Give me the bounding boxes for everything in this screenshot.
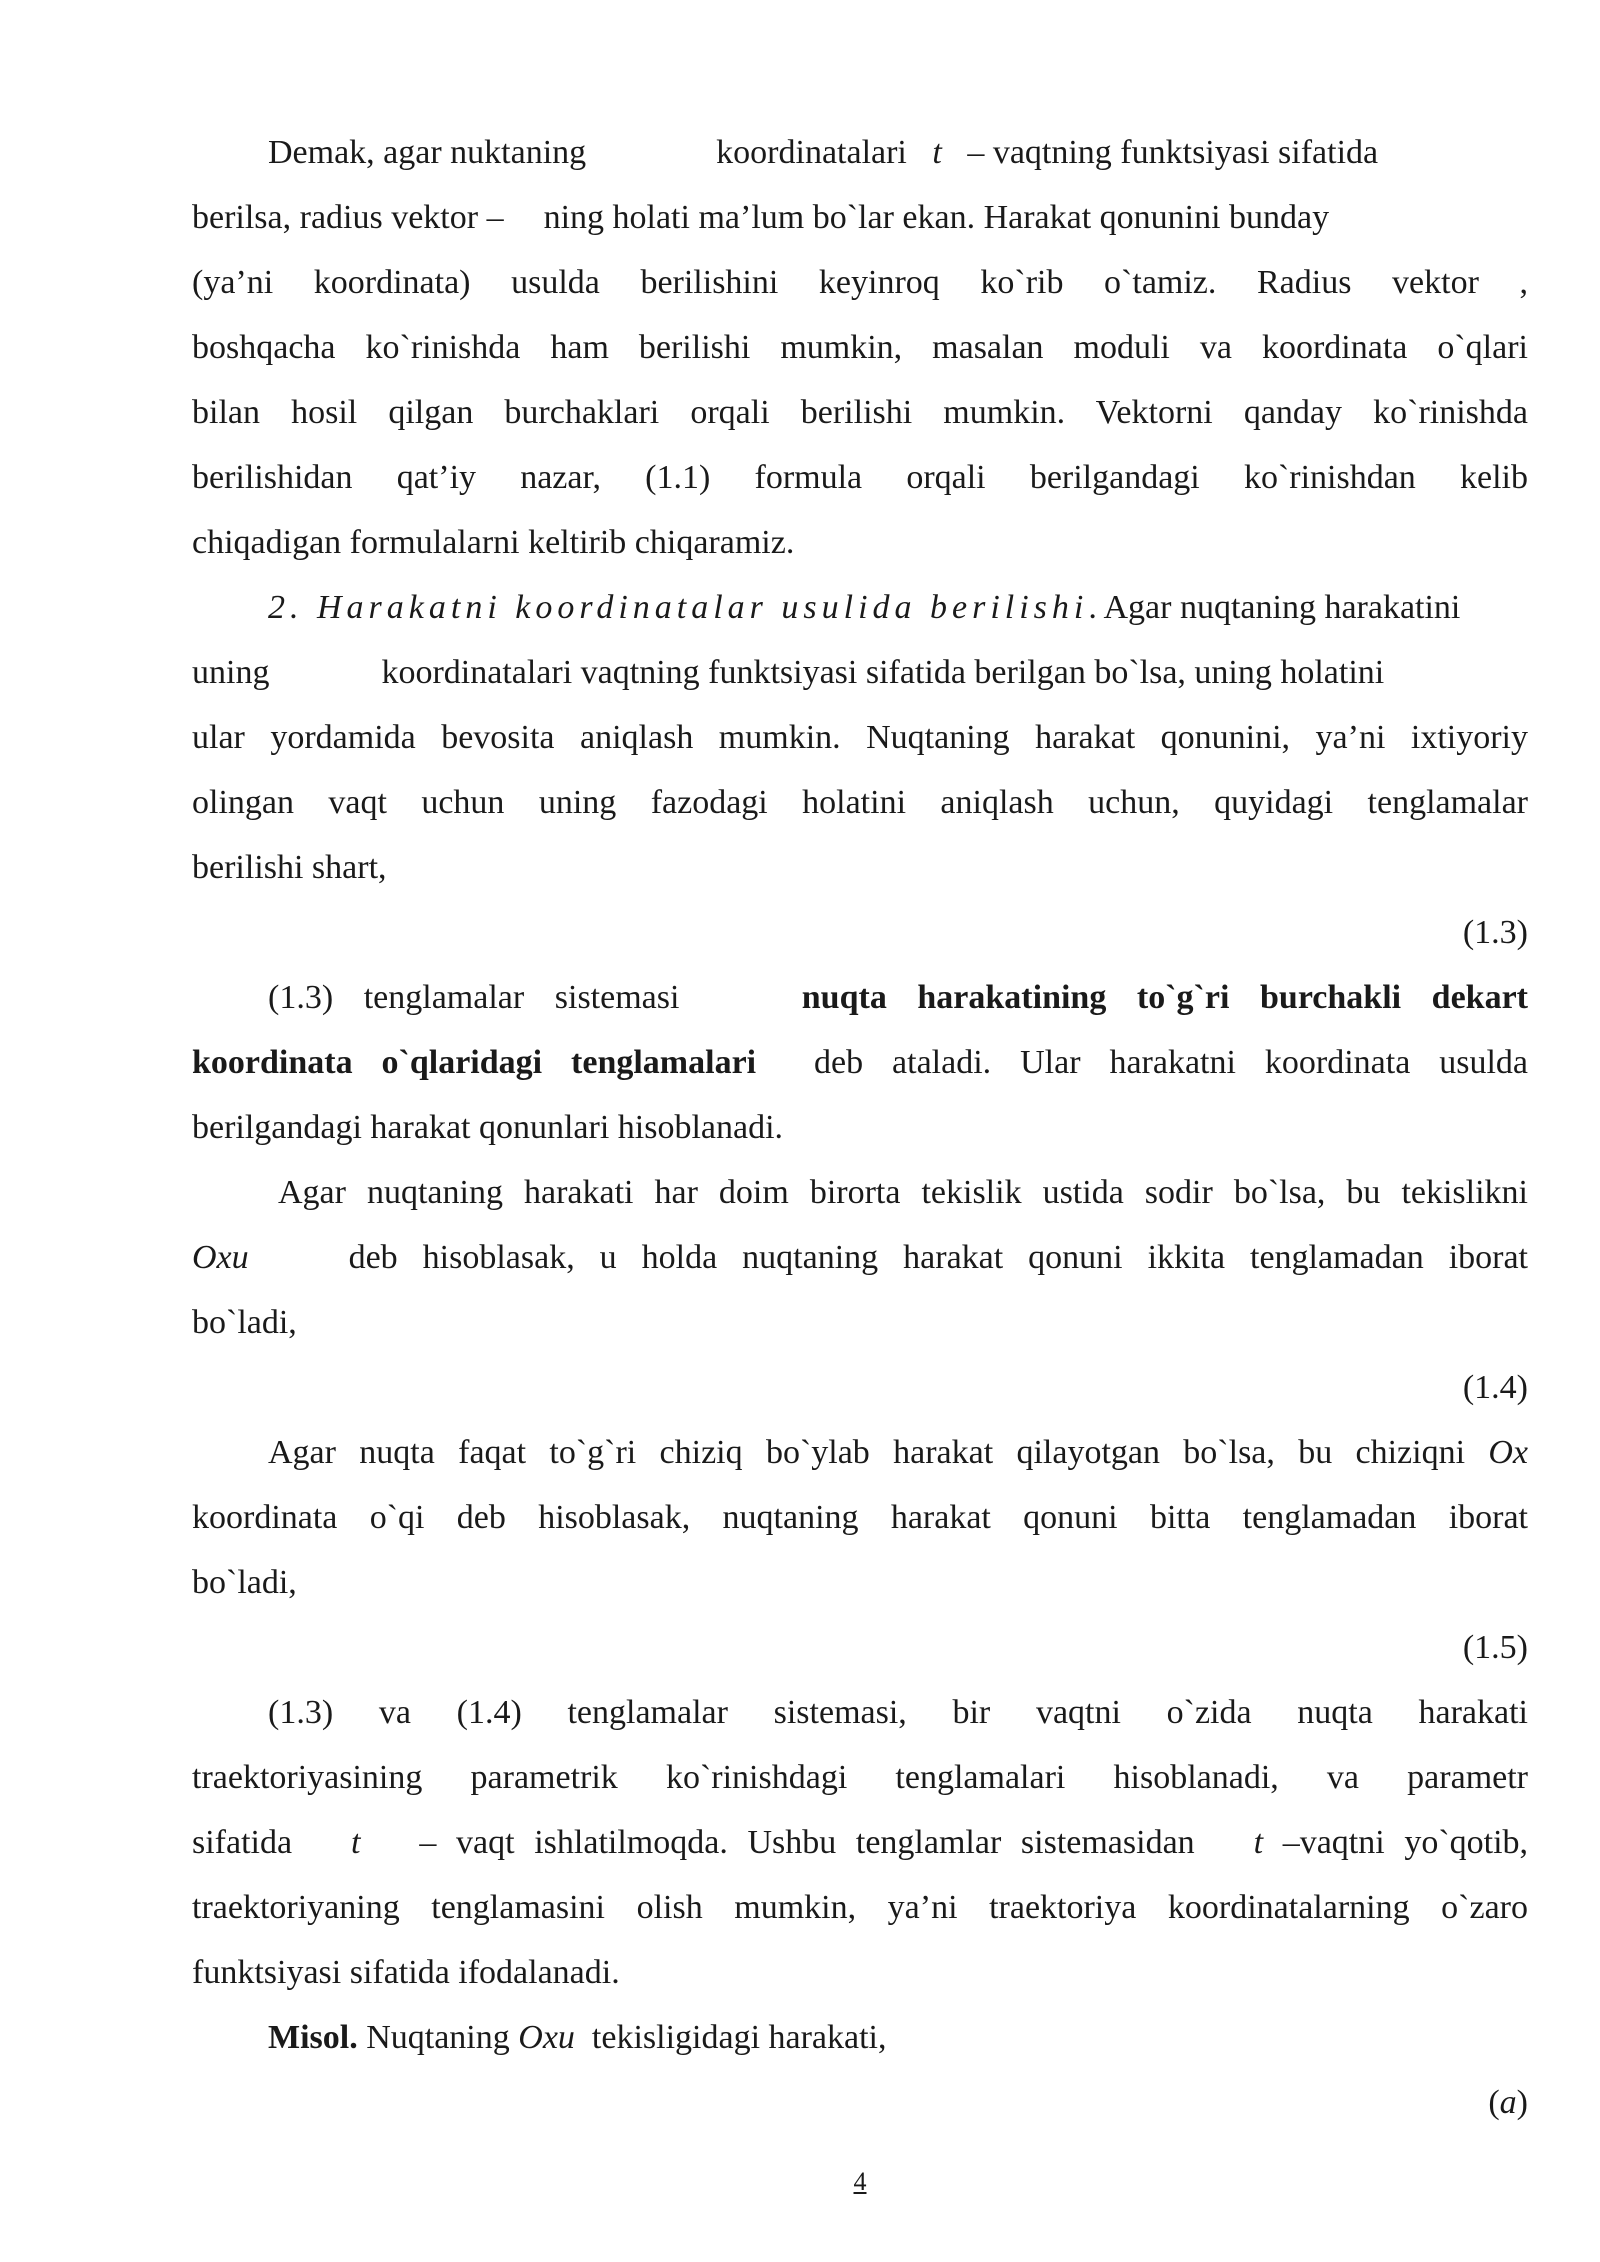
bold-term: koordinata o`qlaridagi tenglamalari [192,1044,757,1081]
p5-line-2: koordinata o`qi deb hisoblasak, nuqtaning harakat qonuni bitta tenglamadan iborat [192,1499,1528,1536]
equation-number-1-4: (1.4) [1462,1369,1528,1406]
text-span: Nuqtaning [366,2019,510,2056]
p2-line-3: ular yordamida bevosita aniqlash mumkin. Nuqtaning harakat qonunini, ya’ni ixtiyoriy [192,719,1528,756]
text-span: tekisligidagi harakati, [591,2019,887,2056]
variable-t: t [351,1824,361,1861]
p6-line-2: traektoriyasining parametrik ko`rinishdagi tenglamalari hisoblanadi, va parametr [192,1759,1528,1796]
p2-line-1 [268,582,1528,634]
p4-line-2 [192,1232,1528,1284]
text-span: –vaqtni yo`qotib, [1282,1824,1529,1861]
text-span: deb hisoblasak, u holda nuqtaning harakat qonuni ikkita tenglamadan iborat [348,1239,1529,1276]
p5-line-3: bo`ladi, [192,1564,297,1601]
equation-number-1-5: (1.5) [1462,1629,1528,1666]
p6-line-1: (1.3) va (1.4) tenglamalar sistemasi, bir vaqtni o`zida nuqta harakati [268,1694,1528,1731]
text-span: Demak, agar nuktaning [268,134,587,171]
p6-line-4: traektoriyaning tenglamasini olish mumkin, ya’ni traektoriya koordinatalarning o`zaro [192,1889,1528,1926]
paren: ) [1516,2084,1528,2121]
p4-line-1: Agar nuqtaning harakati har doim birorta tekislik ustida sodir bo`lsa, bu tekislikni [278,1174,1528,1211]
p2-line-2 [192,647,1528,699]
plane-oxu: Oxu [518,2019,575,2056]
page-number: 4 [853,2167,867,2196]
text-span: uning [192,654,270,691]
p6-line-5: funktsiyasi sifatida ifodalanadi. [192,1954,620,1991]
p3-line-2 [192,1037,1528,1089]
equation-number-1-3: (1.3) [1462,914,1528,951]
text-span: berilsa, radius vektor – [192,199,504,236]
text-span: sifatida [192,1824,293,1861]
p1-line-1 [268,127,1528,179]
p1-line-3: (ya’ni koordinata) usulda berilishini keyinroq ko`rib o`tamiz. Radius vektor , [192,264,1528,301]
p2-line-5: berilishi shart, [192,849,387,886]
p1-line-5: bilan hosil qilgan burchaklari orqali berilishi mumkin. Vektorni qanday ko`rinishda [192,394,1528,431]
p1-line-2 [192,192,1528,244]
text-span: – vaqtning funktsiyasi sifatida [967,134,1379,171]
paren: ( [1488,2084,1500,2121]
variable-t: t [932,134,942,171]
p5-line-1 [268,1427,1528,1479]
text-span: ning holati ma’lum bo`lar ekan. Harakat qonunini bunday [543,199,1330,236]
p2-line-4: olingan vaqt uchun uning fazodagi holatini aniqlash uchun, quyidagi tenglamalar [192,784,1528,821]
text-span: (1.3) tenglamalar sistemasi [268,979,680,1016]
axis-ox: Ox [1488,1434,1528,1471]
equation-letter: a [1499,2084,1517,2121]
variable-t: t [1253,1824,1264,1861]
text-span: koordinatalari vaqtning funktsiyasi sifatida berilgan bo`lsa, uning holatini [381,654,1385,691]
section-heading: 2. Harakatni koordinatalar usulida berilishi [268,589,1089,626]
p3-line-1 [268,972,1528,1024]
p3-line-3: berilgandagi harakat qonunlari hisoblanadi. [192,1109,784,1146]
text-span: – vaqt ishlatilmoqda. Ushbu tenglamlar sistemasidan [419,1824,1195,1861]
example-line [268,2012,1528,2064]
bold-term: nuqta harakatining to`g`ri burchakli dekart [801,979,1528,1016]
plane-oxu: Oxu [192,1239,249,1276]
text-span: deb ataladi. Ular harakatni koordinata usulda [814,1044,1528,1081]
example-label: Misol. [268,2019,358,2056]
p6-line-3 [192,1817,1528,1869]
text-span: koordinatalari [716,134,907,171]
p4-line-3: bo`ladi, [192,1304,297,1341]
p1-line-4: boshqacha ko`rinishda ham berilishi mumkin, masalan moduli va koordinata o`qlari [192,329,1528,366]
text-span: . Agar nuqtaning harakatini [1088,589,1461,626]
p1-line-6: berilishidan qat’iy nazar, (1.1) formula orqali berilgandagi ko`rinishdan kelib [192,459,1528,496]
text-span: Agar nuqta faqat to`g`ri chiziq bo`ylab harakat qilayotgan bo`lsa, bu chiziqni [268,1434,1466,1471]
p1-line-7: chiqadigan formulalarni keltirib chiqaramiz. [192,524,795,561]
equation-number-a [1328,2077,1528,2129]
